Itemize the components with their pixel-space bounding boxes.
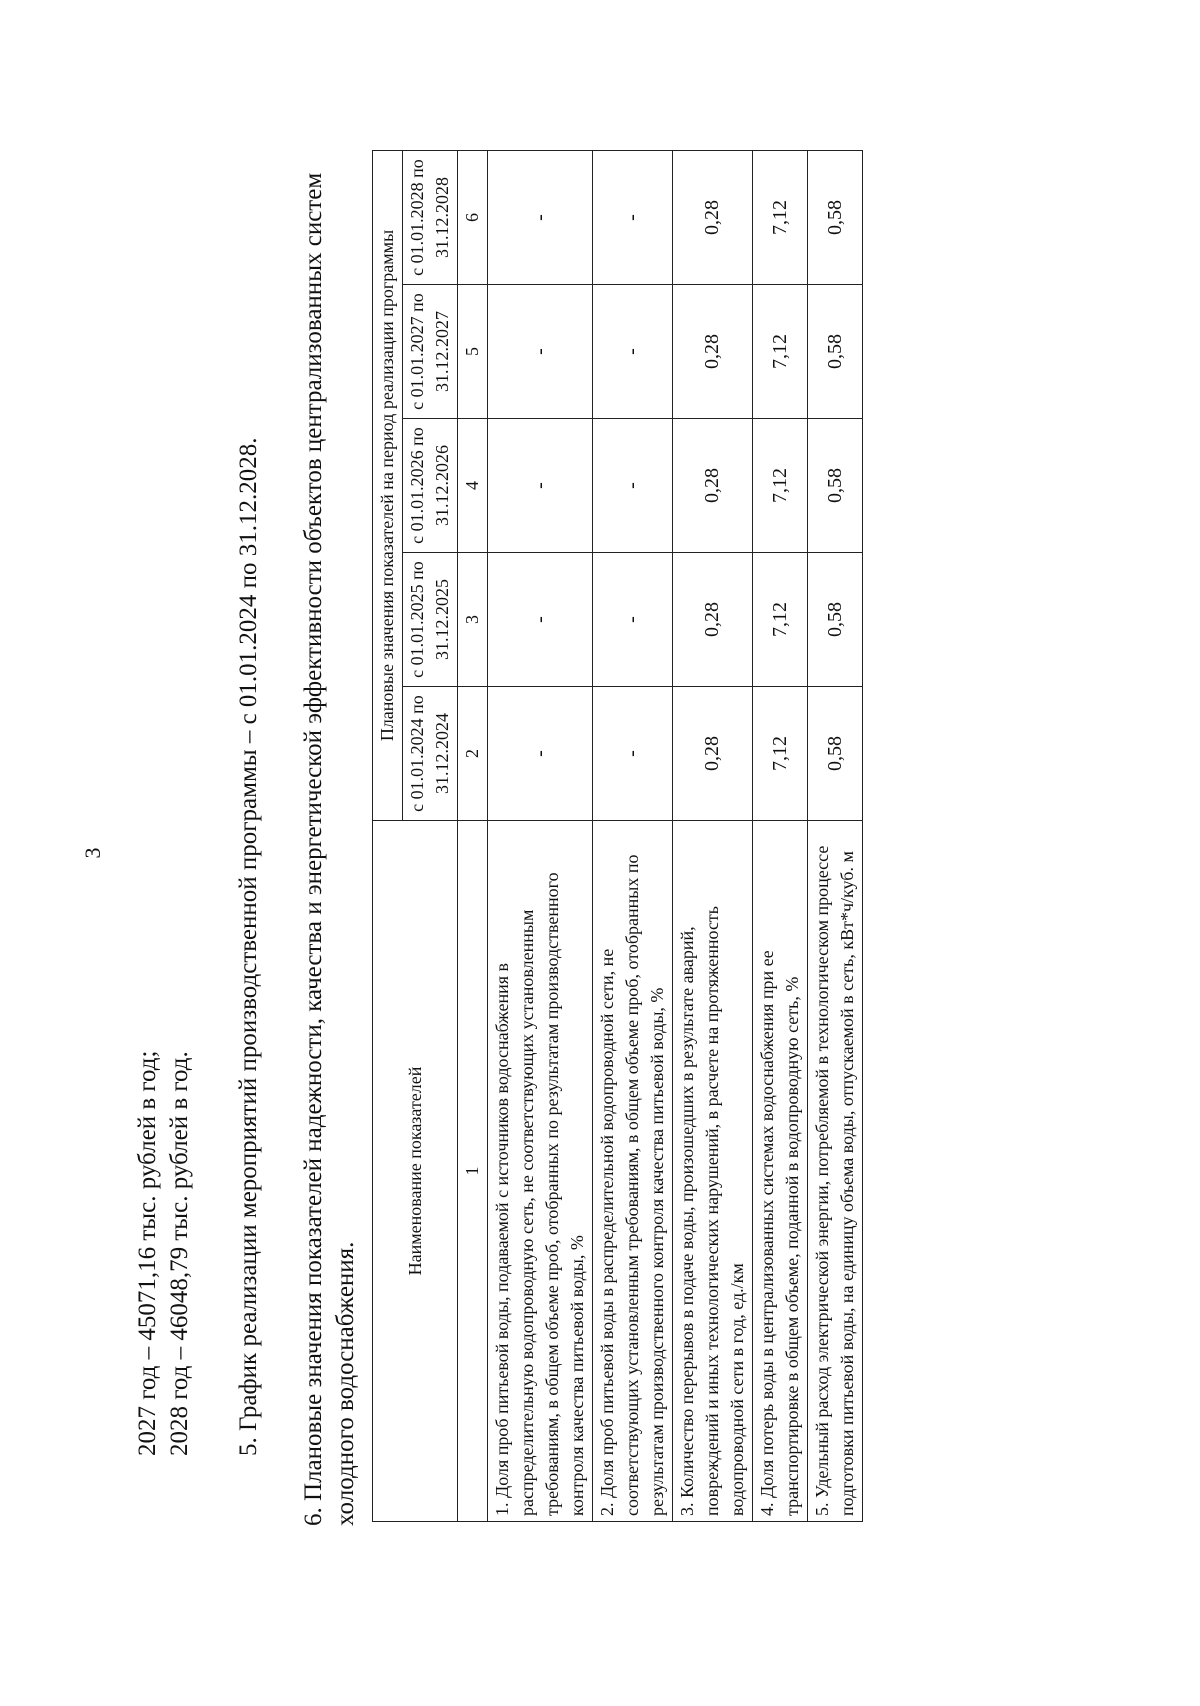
indicator-name: 3. Количество перерывов в подаче воды, произошедших в результате аварий, повреждений и иных технологических нарушений, в расчете на протяженность водопроводной сети в год, ед./км [673, 821, 753, 1522]
indicator-value: - [488, 151, 593, 285]
indicator-value: 0,28 [673, 553, 753, 687]
indicator-value: - [593, 151, 673, 285]
indicator-value: 0,58 [808, 687, 863, 821]
table-row [673, 151, 753, 1522]
table-row [808, 151, 863, 1522]
column-number: 4 [458, 419, 488, 553]
indicator-value: 7,12 [753, 285, 808, 419]
header-period-2027: с 01.01.2027 по 31.12.2027 [403, 285, 458, 419]
table-row [488, 151, 593, 1522]
text-line-2028: 2028 год – 46048,79 тыс. рублей в год. [166, 1051, 193, 1456]
indicator-value: - [488, 285, 593, 419]
header-period-2026: с 01.01.2026 по 31.12.2026 [403, 419, 458, 553]
indicators-table [372, 150, 863, 1522]
section-5-heading: 5. График реализации мероприятий производственной программы – с 01.01.2024 по 31.12.2028. [235, 437, 262, 1456]
indicator-value: 0,58 [808, 419, 863, 553]
table-row [753, 151, 808, 1522]
indicator-value: - [593, 419, 673, 553]
column-number: 3 [458, 553, 488, 687]
indicator-value: 0,28 [673, 151, 753, 285]
indicator-value: - [593, 553, 673, 687]
indicator-value: - [593, 285, 673, 419]
column-number: 2 [458, 687, 488, 821]
indicator-value: - [488, 687, 593, 821]
section-6-heading: 6. Плановые значения показателей надежности, качества и энергетической эффективности объектов централизованных систем холодного водоснабжения. [300, 172, 359, 1526]
header-plan-values: Плановые значения показателей на период реализации программы [373, 151, 403, 821]
table-row [593, 151, 673, 1522]
indicator-value: - [593, 687, 673, 821]
page-number: 3 [80, 847, 105, 859]
indicator-value: 0,58 [808, 285, 863, 419]
indicator-value: 0,28 [673, 419, 753, 553]
header-indicator-name: Наименование показателей [373, 821, 458, 1522]
column-number: 5 [458, 285, 488, 419]
header-period-2025: с 01.01.2025 по 31.12.2025 [403, 553, 458, 687]
indicator-value: - [488, 553, 593, 687]
indicator-value: 7,12 [753, 419, 808, 553]
column-number: 1 [458, 821, 488, 1522]
indicator-value: - [488, 419, 593, 553]
indicator-value: 7,12 [753, 151, 808, 285]
indicator-name: 2. Доля проб питьевой воды в распределительной водопроводной сети, не соответствующих установленным требованиям, в общем объеме проб, отобранных по результатам производственного контроля качества питьевой воды, % [593, 821, 673, 1522]
header-period-2024: с 01.01.2024 по 31.12.2024 [403, 687, 458, 821]
indicator-value: 0,28 [673, 285, 753, 419]
indicator-value: 0,58 [808, 553, 863, 687]
column-number: 6 [458, 151, 488, 285]
indicator-value: 7,12 [753, 553, 808, 687]
text-line-2027: 2027 год – 45071,16 тыс. рублей в год; [134, 1050, 161, 1456]
indicator-value: 0,28 [673, 687, 753, 821]
indicator-value: 7,12 [753, 687, 808, 821]
header-period-2028: с 01.01.2028 по 31.12.2028 [403, 151, 458, 285]
indicator-name: 5. Удельный расход электрической энергии, потребляемой в технологическом процессе подготовки питьевой воды, на единицу объема воды, отпускаемой в сеть, кВт*ч/куб. м [808, 821, 863, 1522]
indicator-name: 1. Доля проб питьевой воды, подаваемой с источников водоснабжения в распределительную водопроводную сеть, не соответствующих установленным требованиям, в общем объеме проб, отобранных по результатам производственного контроля качества питьевой воды, % [488, 821, 593, 1522]
indicator-value: 0,58 [808, 151, 863, 285]
indicator-name: 4. Доля потерь воды в централизованных системах водоснабжения при ее транспортировке в общем объеме, поданной в водопроводную сеть, % [753, 821, 808, 1522]
